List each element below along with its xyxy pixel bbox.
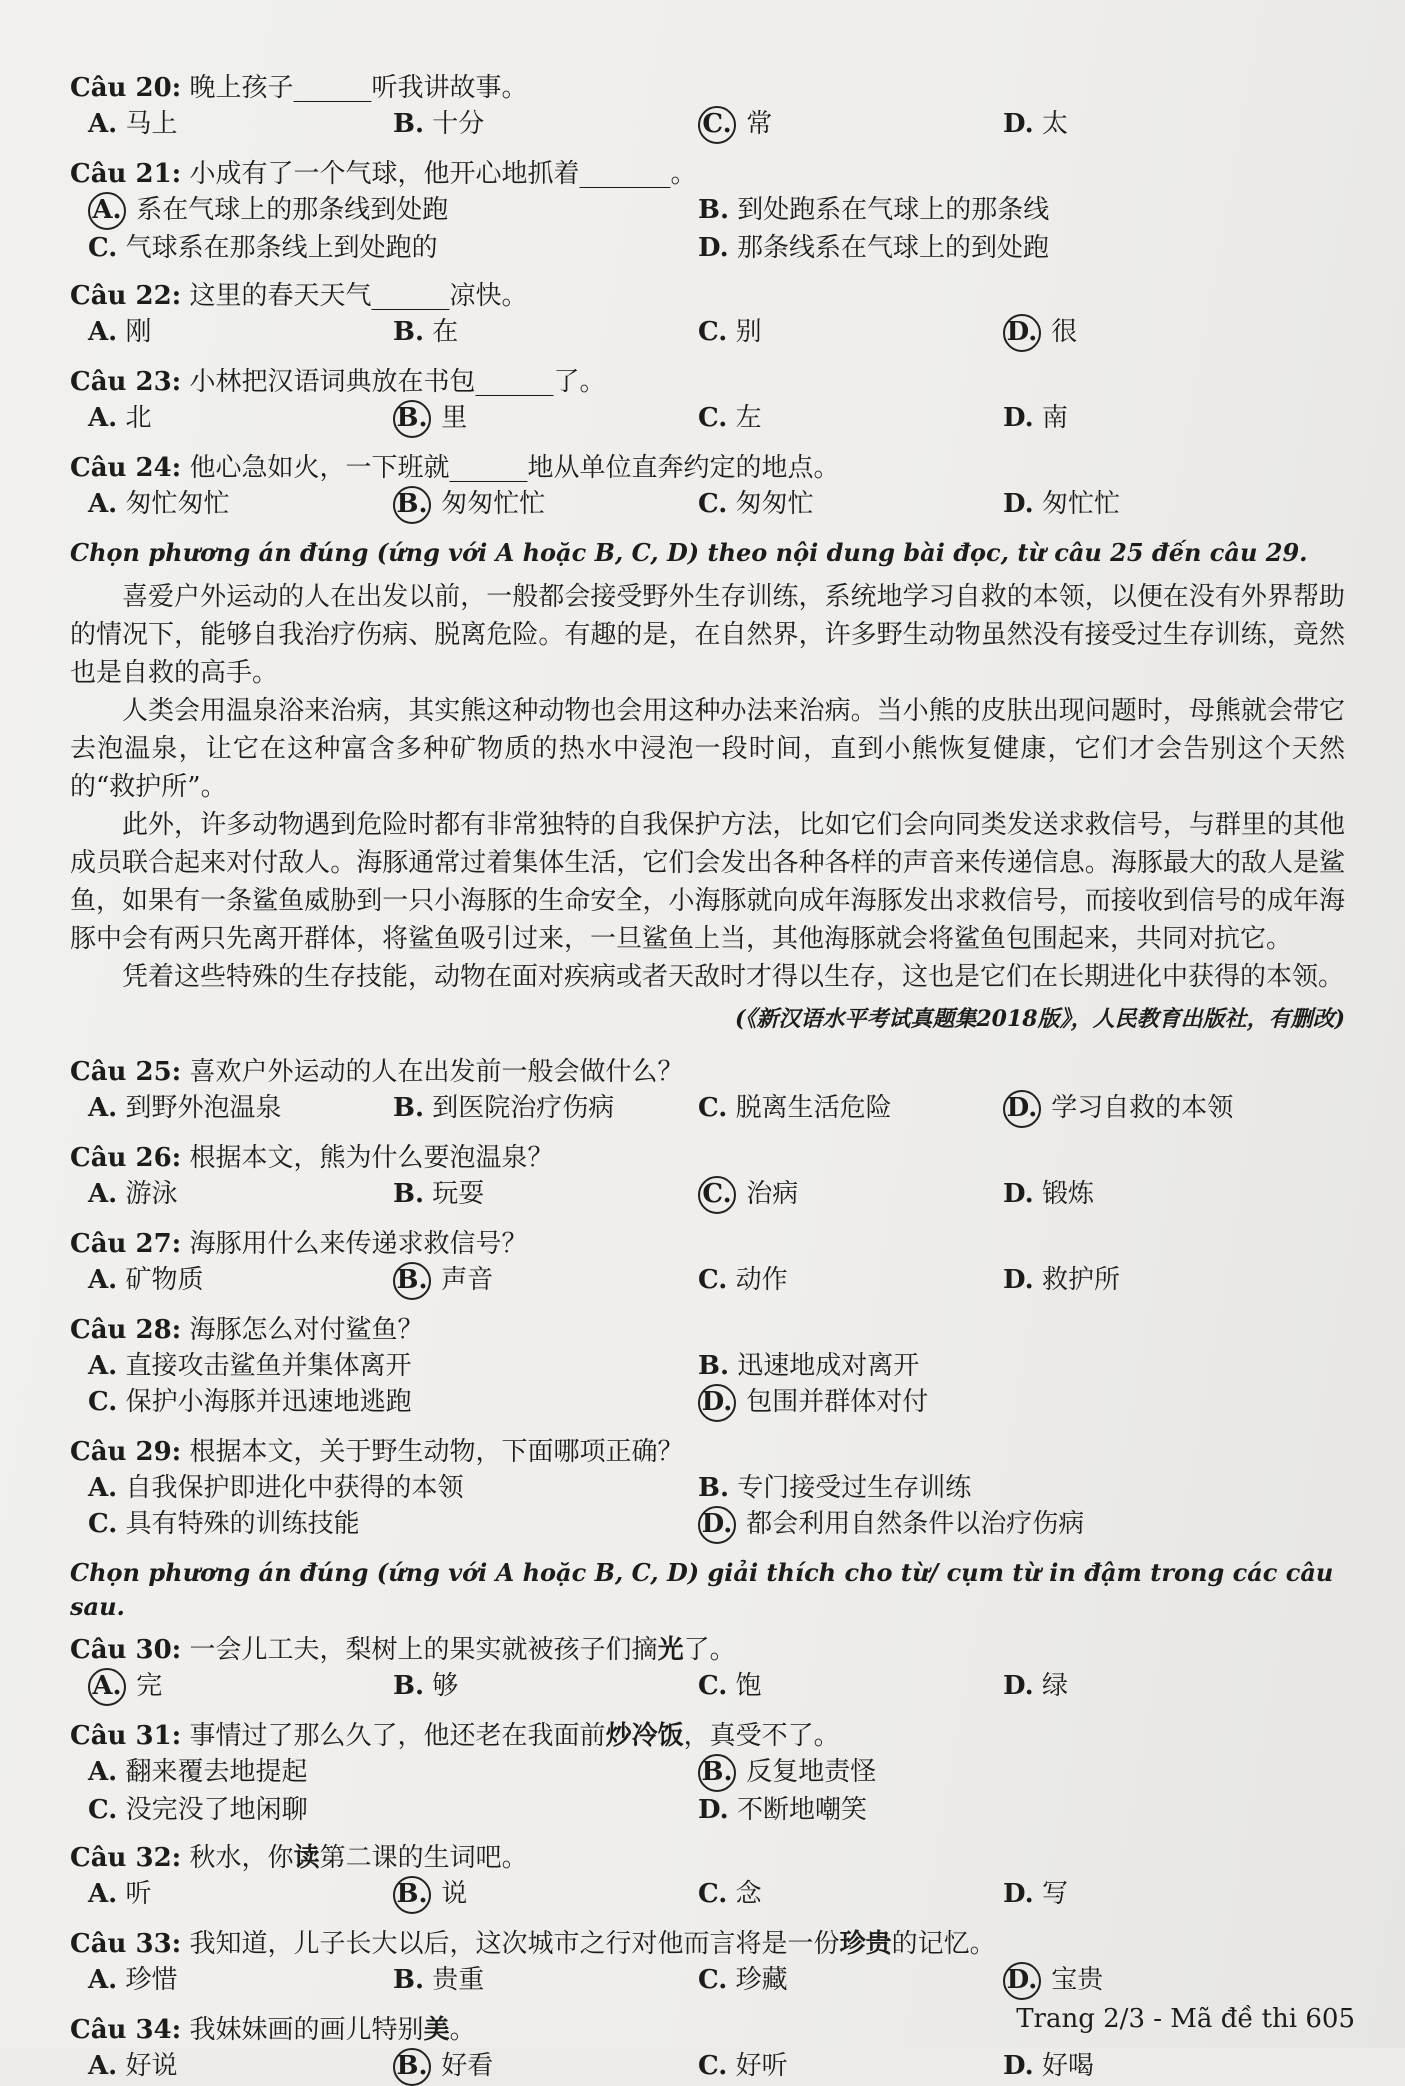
answer-text: 专门接受过生存训练 — [737, 1473, 972, 1503]
answer-option — [698, 486, 1003, 524]
answer-letter: C. — [88, 1795, 118, 1825]
answer-text: 别 — [735, 317, 762, 347]
answer-letter: C. — [698, 1093, 728, 1123]
question-stem — [70, 278, 1345, 314]
answer-option — [88, 400, 393, 438]
answer-text: 不断地嘲笑 — [736, 1795, 867, 1825]
answer-text: 十分 — [432, 109, 485, 139]
answer-letter: B. — [393, 1093, 425, 1123]
question-text: 这里的春天天气______凉快。 — [189, 281, 528, 311]
answer-text: 饱 — [735, 1671, 762, 1701]
answer-option — [1003, 2048, 1308, 2086]
question — [70, 278, 1345, 352]
answer-letter: A. — [88, 1265, 118, 1295]
answer-option — [698, 1384, 1308, 1422]
answer-options — [70, 106, 1345, 144]
answer-option — [1003, 1876, 1308, 1914]
answer-letter: A. — [88, 1757, 118, 1787]
question-text: 喜欢户外运动的人在出发前一般会做什么？ — [189, 1057, 684, 1087]
answer-options — [70, 1962, 1345, 2000]
answer-option — [698, 1090, 1003, 1128]
vocab-instruction: Chọn phương án đúng (ứng với A hoặc B, C, D) giải thích cho từ/ cụm từ in đậm trong các câu sau. — [70, 1558, 1334, 1621]
answer-text: 矿物质 — [125, 1265, 204, 1295]
question-number: Câu 28: — [70, 1315, 182, 1345]
question — [70, 364, 1345, 438]
answer-letter: B. — [698, 195, 730, 225]
answer-option — [393, 400, 698, 438]
question-number: Câu 31: — [70, 1721, 182, 1751]
answer-letter: B. — [698, 1473, 730, 1503]
circled-answer-letter: C. — [698, 106, 736, 144]
answer-letter: D. — [1003, 1671, 1034, 1701]
answer-text: 在 — [432, 317, 459, 347]
question-text: 根据本文，关于野生动物，下面哪项正确？ — [189, 1437, 684, 1467]
answer-letter: C. — [698, 1879, 728, 1909]
answer-text: 宝贵 — [1051, 1965, 1104, 1995]
question-text: 海豚怎么对付鲨鱼？ — [189, 1315, 424, 1345]
answer-text: 完 — [136, 1671, 163, 1701]
answer-text: 听 — [125, 1879, 152, 1909]
answer-text: 好看 — [441, 2051, 494, 2081]
answer-option — [698, 1506, 1308, 1544]
question — [70, 450, 1345, 524]
answer-letter: A. — [88, 109, 118, 139]
answer-letter: C. — [698, 1671, 728, 1701]
question-text-end: 第二课的生词吧。 — [319, 1843, 528, 1873]
bold-term: 珍贵 — [839, 1929, 892, 1959]
question-number: Câu 26: — [70, 1143, 182, 1173]
answer-option — [698, 1754, 1308, 1792]
answer-text: 锻炼 — [1041, 1179, 1094, 1209]
page-footer: Trang 2/3 - Mã đề thi 605 — [1016, 2004, 1355, 2034]
answer-option — [698, 1176, 1003, 1214]
passage-source: (《新汉语水平考试真题集2018版》，人民教育出版社，有删改) — [734, 1006, 1345, 1032]
answer-letter: B. — [393, 109, 425, 139]
answer-options — [70, 1176, 1345, 1214]
answer-letter: A. — [88, 1473, 118, 1503]
answer-text: 学习自救的本领 — [1051, 1093, 1234, 1123]
answer-text: 到医院治疗伤病 — [432, 1093, 615, 1123]
answer-option — [698, 192, 1308, 230]
answer-option — [393, 314, 698, 352]
answer-options — [70, 314, 1345, 352]
answer-text: 里 — [441, 403, 468, 433]
answer-letter: D. — [1003, 1179, 1034, 1209]
answer-option — [88, 1792, 698, 1828]
answer-option — [88, 1176, 393, 1214]
answer-text: 反复地责怪 — [746, 1757, 877, 1787]
answer-text: 脱离生活危险 — [735, 1093, 892, 1123]
question-number: Câu 25: — [70, 1057, 182, 1087]
reading-passage — [70, 578, 1345, 996]
circled-answer-letter: D. — [698, 1384, 736, 1422]
answer-options — [70, 1348, 1345, 1422]
answer-option — [1003, 1176, 1308, 1214]
answer-letter: D. — [698, 233, 729, 263]
answer-option — [88, 1876, 393, 1914]
answer-letter: A. — [88, 1965, 118, 1995]
questions-25-29 — [70, 1054, 1345, 1544]
question-text-end: ，真受不了。 — [683, 1721, 840, 1751]
question-text: 小林把汉语词典放在书包______了。 — [189, 367, 606, 397]
answer-text: 贵重 — [432, 1965, 485, 1995]
answer-text: 没完没了地闲聊 — [125, 1795, 308, 1825]
answer-option — [88, 1262, 393, 1300]
answer-option — [393, 1090, 698, 1128]
answer-option — [88, 1506, 698, 1544]
question-number: Câu 34: — [70, 2015, 182, 2045]
question-number: Câu 20: — [70, 73, 182, 103]
question-number: Câu 29: — [70, 1437, 182, 1467]
answer-letter: C. — [698, 317, 728, 347]
answer-text: 匆忙匆忙 — [125, 489, 230, 519]
question-text: 秋水，你 — [189, 1843, 294, 1873]
question-text-end: 了。 — [683, 1635, 736, 1665]
question — [70, 1054, 1345, 1128]
question-stem — [70, 1926, 1345, 1962]
passage-paragraph: 人类会用温泉浴来治病，其实熊这种动物也会用这种办法来治病。当小熊的皮肤出现问题时，母熊就会带它去泡温泉，让它在这种富含多种矿物质的热水中浸泡一段时间，直到小熊恢复健康，它们才会告别这个天然的“救护所”。 — [70, 696, 1345, 802]
answer-options — [70, 486, 1345, 524]
answer-option — [88, 486, 393, 524]
circled-answer-letter: B. — [393, 486, 431, 524]
answer-letter: C. — [698, 1965, 728, 1995]
answer-text: 匆忙忙 — [1041, 489, 1120, 519]
passage-paragraph: 喜爱户外运动的人在出发以前，一般都会接受野外生存训练，系统地学习自救的本领，以便在没有外界帮助的情况下，能够自我治疗伤病、脱离危险。有趣的是，在自然界，许多野生动物虽然没有接受过生存训练，竟然也是自救的高手。 — [70, 582, 1345, 688]
answer-option — [393, 1876, 698, 1914]
question-stem — [70, 156, 1345, 192]
answer-text: 包围并群体对付 — [746, 1387, 929, 1417]
answer-option — [698, 1668, 1003, 1706]
answer-option — [1003, 400, 1308, 438]
question-text-end: 的记忆。 — [891, 1929, 996, 1959]
answer-text: 治病 — [746, 1179, 799, 1209]
answer-text: 好听 — [735, 2051, 788, 2081]
answer-option — [88, 1348, 698, 1384]
answer-options — [70, 1262, 1345, 1300]
question-stem — [70, 1840, 1345, 1876]
answer-text: 匆匆忙忙 — [441, 489, 546, 519]
answer-text: 都会利用自然条件以治疗伤病 — [746, 1509, 1085, 1539]
question-stem — [70, 1054, 1345, 1090]
answer-options — [70, 1876, 1345, 1914]
answer-letter: B. — [393, 1179, 425, 1209]
question — [70, 1718, 1345, 1828]
question-number: Câu 23: — [70, 367, 182, 397]
question — [70, 1840, 1345, 1914]
question-number: Câu 27: — [70, 1229, 182, 1259]
answer-text: 常 — [746, 109, 773, 139]
answer-option — [88, 1962, 393, 2000]
answer-option — [698, 1262, 1003, 1300]
answer-option — [393, 1668, 698, 1706]
question-stem — [70, 1434, 1345, 1470]
question-number: Câu 33: — [70, 1929, 182, 1959]
answer-letter: A. — [88, 317, 118, 347]
circled-answer-letter: D. — [1003, 314, 1041, 352]
answer-option — [698, 314, 1003, 352]
answer-text: 系在气球上的那条线到处跑 — [136, 195, 449, 225]
answer-text: 珍惜 — [125, 1965, 178, 1995]
question-stem — [70, 450, 1345, 486]
question-text: 小成有了一个气球，他开心地抓着_______。 — [189, 159, 697, 189]
question-stem — [70, 70, 1345, 106]
answer-text: 很 — [1051, 317, 1078, 347]
answer-options — [70, 1668, 1345, 1706]
bold-term: 炒冷饭 — [605, 1721, 684, 1751]
answer-text: 救护所 — [1041, 1265, 1120, 1295]
answer-text: 匆匆忙 — [735, 489, 814, 519]
answer-option — [698, 400, 1003, 438]
question-stem — [70, 1226, 1345, 1262]
question-stem — [70, 1312, 1345, 1348]
answer-letter: D. — [1003, 109, 1034, 139]
answer-text: 动作 — [735, 1265, 788, 1295]
answer-option — [698, 230, 1308, 266]
answer-letter: C. — [698, 1265, 728, 1295]
answer-option — [393, 2048, 698, 2086]
answer-options — [70, 400, 1345, 438]
question — [70, 156, 1345, 266]
answer-text: 好说 — [125, 2051, 178, 2081]
answer-letter: C. — [698, 2051, 728, 2081]
answer-text: 好喝 — [1041, 2051, 1094, 2081]
answer-text: 迅速地成对离开 — [737, 1351, 920, 1381]
circled-answer-letter: B. — [393, 1262, 431, 1300]
answer-text: 气球系在那条线上到处跑的 — [125, 233, 438, 263]
answer-option — [698, 1348, 1308, 1384]
question-text-end: 。 — [449, 2015, 476, 2045]
answer-option — [1003, 106, 1308, 144]
answer-letter: B. — [698, 1351, 730, 1381]
bold-term: 读 — [293, 1843, 320, 1873]
question-number: Câu 24: — [70, 453, 182, 483]
answer-letter: B. — [393, 1671, 425, 1701]
question-number: Câu 30: — [70, 1635, 182, 1665]
answer-text: 到野外泡温泉 — [125, 1093, 282, 1123]
answer-text: 绿 — [1041, 1671, 1068, 1701]
circled-answer-letter: C. — [698, 1176, 736, 1214]
answer-letter: D. — [1003, 403, 1034, 433]
answer-text: 直接攻击鲨鱼并集体离开 — [125, 1351, 412, 1381]
bold-term: 光 — [657, 1635, 684, 1665]
answer-text: 南 — [1041, 403, 1068, 433]
answer-option — [698, 1962, 1003, 2000]
answer-option — [1003, 1668, 1308, 1706]
circled-answer-letter: D. — [1003, 1962, 1041, 2000]
answer-option — [393, 1962, 698, 2000]
question-stem — [70, 364, 1345, 400]
question — [70, 70, 1345, 144]
answer-letter: C. — [88, 233, 118, 263]
answer-text: 太 — [1041, 109, 1068, 139]
answer-letter: D. — [698, 1795, 729, 1825]
answer-letter: D. — [1003, 1879, 1034, 1909]
answer-option — [393, 1262, 698, 1300]
question-number: Câu 32: — [70, 1843, 182, 1873]
answer-option — [1003, 486, 1308, 524]
answer-text: 写 — [1041, 1879, 1068, 1909]
circled-answer-letter: B. — [393, 2048, 431, 2086]
question-text: 我知道，儿子长大以后，这次城市之行对他而言将是一份 — [189, 1929, 840, 1959]
question-stem — [70, 1632, 1345, 1668]
answer-text: 珍藏 — [735, 1965, 788, 1995]
answer-text: 北 — [125, 403, 152, 433]
answer-option — [88, 1668, 393, 1706]
answer-option — [698, 1876, 1003, 1914]
answer-text: 声音 — [441, 1265, 494, 1295]
question — [70, 1632, 1345, 1706]
answer-option — [1003, 1262, 1308, 1300]
passage-paragraph: 此外，许多动物遇到危险时都有非常独特的自我保护方法，比如它们会向同类发送求救信号，与群里的其他成员联合起来对付敌人。海豚通常过着集体生活，它们会发出各种各样的声音来传递信息。海豚最大的敌人是鲨鱼，如果有一条鲨鱼威胁到一只小海豚的生命安全，小海豚就向成年海豚发出求救信号，而接收到信号的成年海豚中会有两只先离开群体，将鲨鱼吸引过来，一旦鲨鱼上当，其他海豚就会将鲨鱼包围起来，共同对抗它。 — [70, 810, 1345, 954]
answer-option — [88, 1470, 698, 1506]
passage-paragraph: 凭着这些特殊的生存技能，动物在面对疾病或者天敌时才得以生存，这也是它们在长期进化中获得的本领。 — [122, 962, 1345, 992]
question-stem — [70, 1718, 1345, 1754]
answer-options — [70, 1470, 1345, 1544]
answer-text: 具有特殊的训练技能 — [125, 1509, 360, 1539]
answer-text: 说 — [441, 1879, 468, 1909]
answer-option — [393, 1176, 698, 1214]
answer-letter: D. — [1003, 2051, 1034, 2081]
answer-text: 自我保护即进化中获得的本领 — [125, 1473, 464, 1503]
question — [70, 1226, 1345, 1300]
answer-option — [88, 230, 698, 266]
answer-letter: A. — [88, 1351, 118, 1381]
circled-answer-letter: D. — [698, 1506, 736, 1544]
circled-answer-letter: B. — [393, 1876, 431, 1914]
answer-letter: A. — [88, 1093, 118, 1123]
answer-option — [88, 192, 698, 230]
answer-text: 念 — [735, 1879, 762, 1909]
answer-text: 刚 — [125, 317, 152, 347]
question-text: 事情过了那么久了，他还老在我面前 — [189, 1721, 606, 1751]
answer-text: 翻来覆去地提起 — [125, 1757, 308, 1787]
answer-option — [1003, 314, 1308, 352]
question-text: 一会儿工夫，梨树上的果实就被孩子们摘 — [189, 1635, 658, 1665]
answer-option — [698, 1470, 1308, 1506]
question-text: 海豚用什么来传递求救信号？ — [189, 1229, 528, 1259]
answer-letter: C. — [88, 1387, 118, 1417]
question-number: Câu 21: — [70, 159, 182, 189]
answer-letter: A. — [88, 1879, 118, 1909]
question-stem — [70, 1140, 1345, 1176]
circled-answer-letter: D. — [1003, 1090, 1041, 1128]
answer-letter: B. — [393, 1965, 425, 1995]
answer-option — [88, 2048, 393, 2086]
question — [70, 1926, 1345, 2000]
answer-option — [698, 106, 1003, 144]
answer-option — [698, 1792, 1308, 1828]
answer-text: 游泳 — [125, 1179, 178, 1209]
answer-options — [70, 1754, 1345, 1828]
reading-instruction: Chọn phương án đúng (ứng với A hoặc B, C, D) theo nội dung bài đọc, từ câu 25 đến câu 29. — [70, 538, 1308, 567]
question — [70, 1312, 1345, 1422]
question-text: 我妹妹画的画儿特别 — [189, 2015, 424, 2045]
answer-option — [393, 486, 698, 524]
answer-letter: B. — [393, 317, 425, 347]
answer-option — [88, 1090, 393, 1128]
answer-letter: C. — [698, 403, 728, 433]
answer-option — [88, 1384, 698, 1422]
question-number: Câu 22: — [70, 281, 182, 311]
answer-option — [88, 106, 393, 144]
answer-letter: A. — [88, 403, 118, 433]
bold-term: 美 — [423, 2015, 450, 2045]
circled-answer-letter: B. — [393, 400, 431, 438]
answer-letter: D. — [1003, 1265, 1034, 1295]
questions-20-24 — [70, 70, 1345, 524]
answer-text: 玩耍 — [432, 1179, 485, 1209]
answer-text: 马上 — [125, 109, 178, 139]
answer-option — [88, 314, 393, 352]
answer-letter: D. — [1003, 489, 1034, 519]
answer-letter: A. — [88, 489, 118, 519]
question — [70, 1140, 1345, 1214]
answer-text: 到处跑系在气球上的那条线 — [737, 195, 1050, 225]
circled-answer-letter: B. — [698, 1754, 736, 1792]
answer-option — [393, 106, 698, 144]
answer-option — [1003, 1090, 1308, 1128]
answer-option — [1003, 1962, 1308, 2000]
question-text: 晚上孩子______听我讲故事。 — [189, 73, 528, 103]
answer-text: 左 — [735, 403, 762, 433]
question-text: 他心急如火，一下班就______地从单位直奔约定的地点。 — [189, 453, 840, 483]
question — [70, 1434, 1345, 1544]
answer-options — [70, 192, 1345, 266]
answer-text: 保护小海豚并迅速地逃跑 — [125, 1387, 412, 1417]
circled-answer-letter: A. — [88, 192, 126, 230]
answer-text: 那条线系在气球上的到处跑 — [736, 233, 1049, 263]
answer-text: 够 — [432, 1671, 459, 1701]
answer-letter: C. — [88, 1509, 118, 1539]
question-text: 根据本文，熊为什么要泡温泉？ — [189, 1143, 554, 1173]
answer-options — [70, 2048, 1345, 2086]
circled-answer-letter: A. — [88, 1668, 126, 1706]
answer-option — [88, 1754, 698, 1792]
answer-letter: A. — [88, 1179, 118, 1209]
answer-letter: A. — [88, 2051, 118, 2081]
answer-letter: C. — [698, 489, 728, 519]
answer-option — [698, 2048, 1003, 2086]
answer-options — [70, 1090, 1345, 1128]
